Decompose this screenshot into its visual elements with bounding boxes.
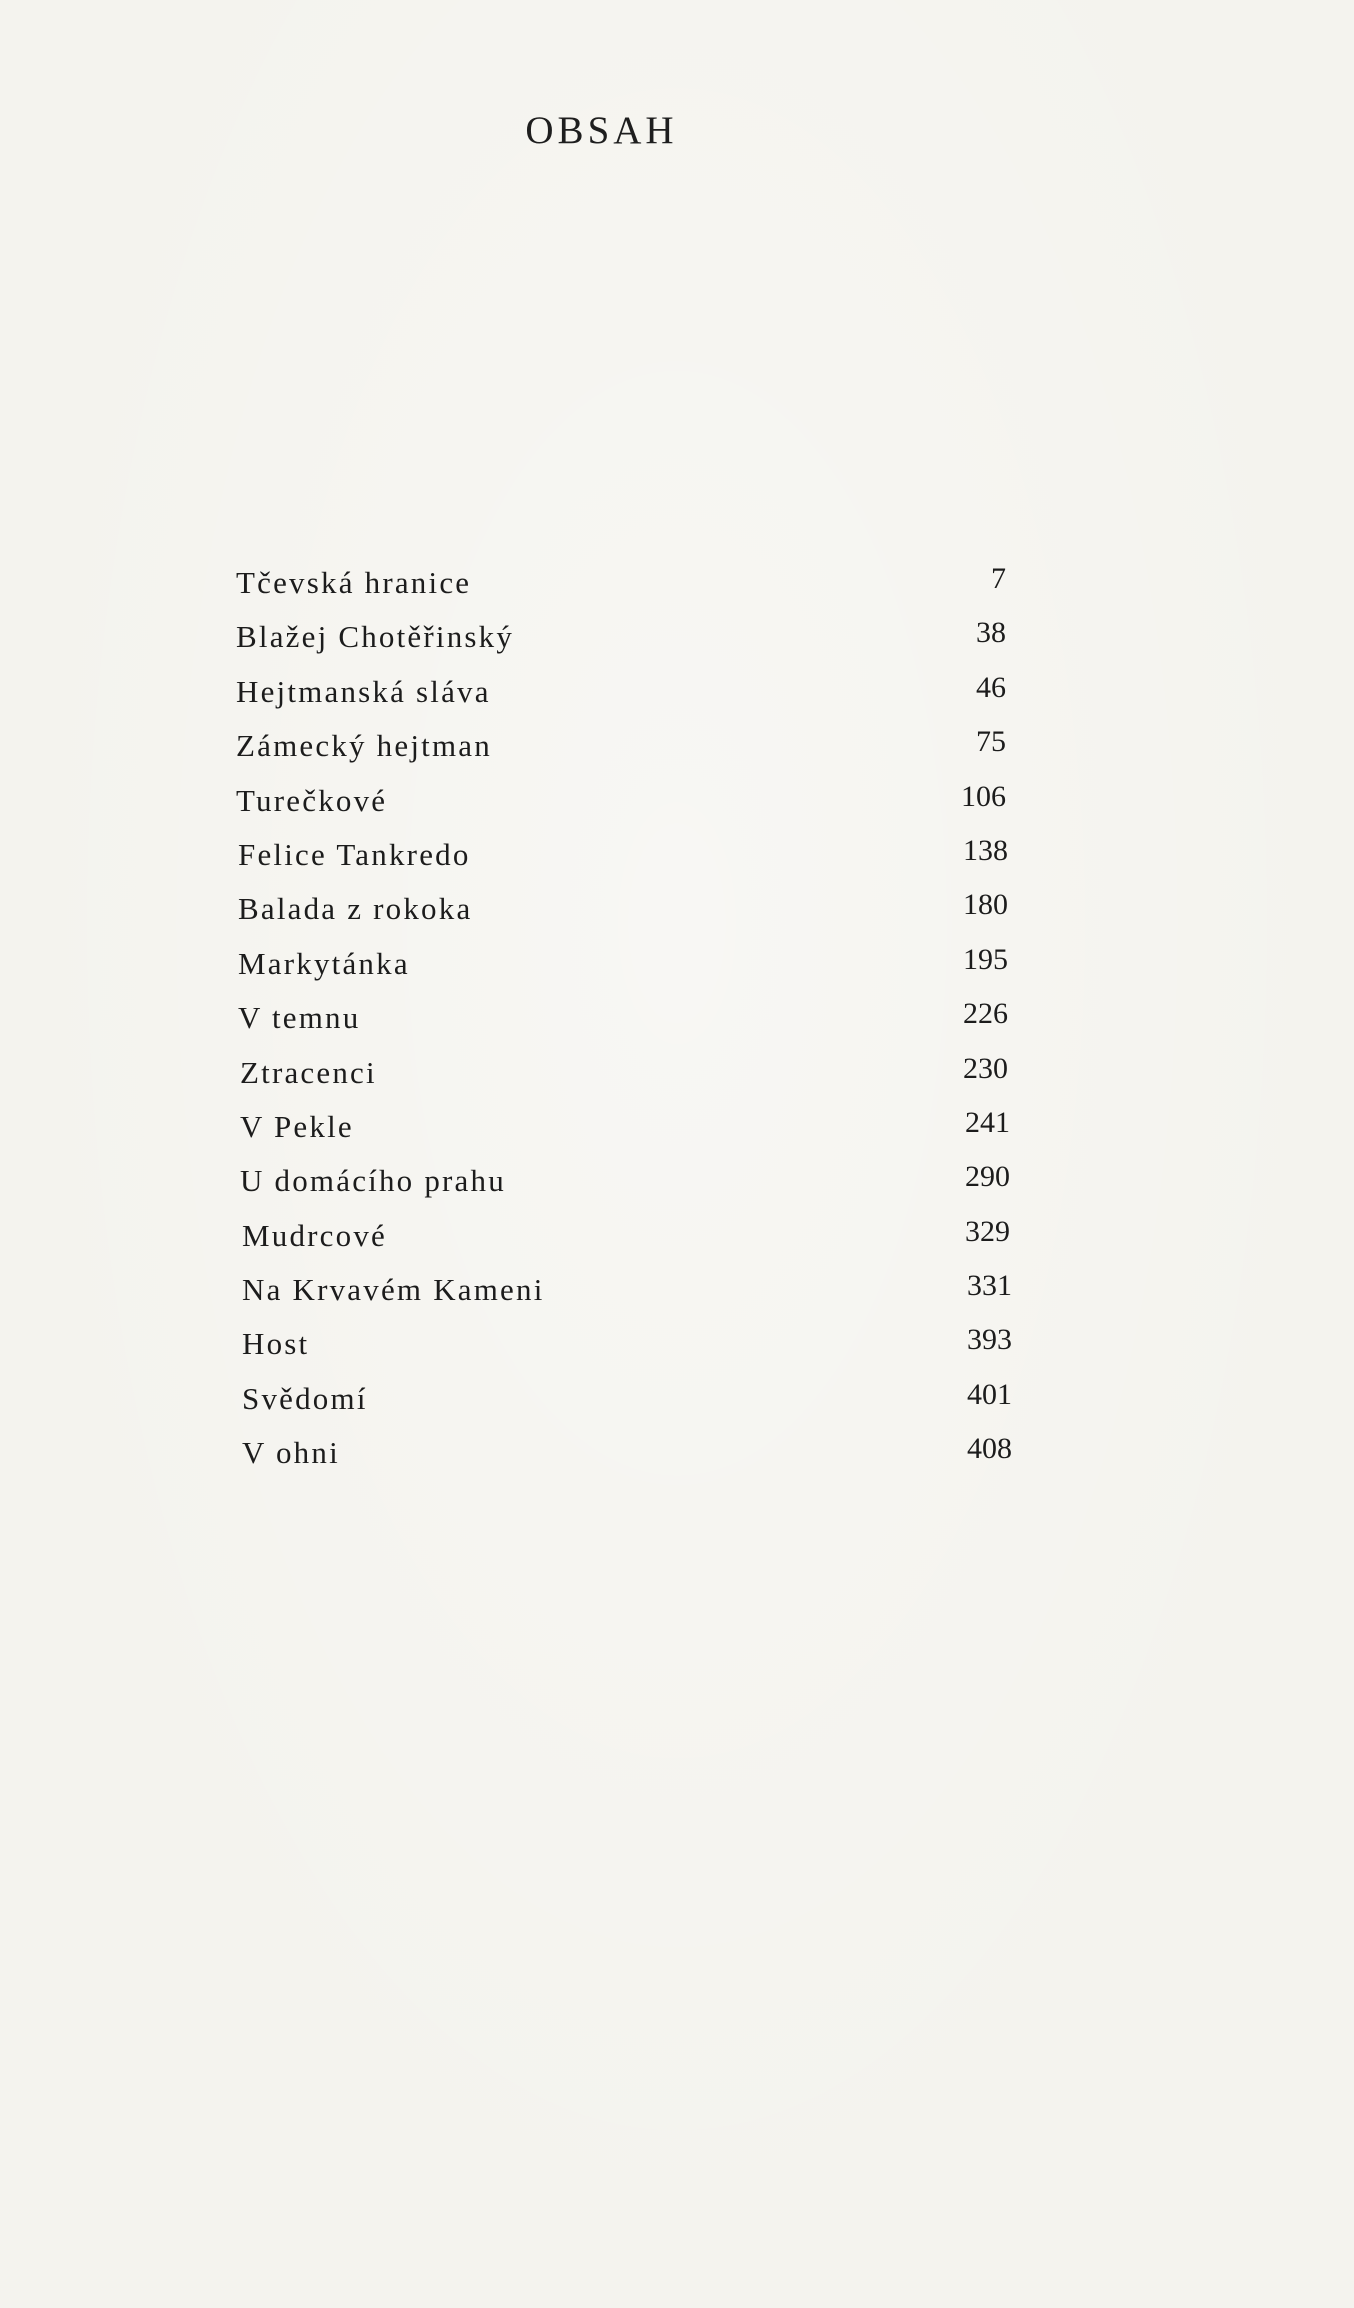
toc-entry xyxy=(236,1154,1010,1208)
toc-entry xyxy=(236,1372,1012,1426)
toc-entry-title: V ohni xyxy=(242,1435,340,1471)
toc-entry-title: V Pekle xyxy=(240,1108,354,1144)
toc-entry-page: 180 xyxy=(963,888,1008,922)
toc-entry-page: 329 xyxy=(965,1214,1010,1248)
toc-entry xyxy=(236,991,1006,1045)
toc-entry-page: 290 xyxy=(965,1160,1010,1194)
toc-entry xyxy=(236,665,1006,719)
toc-entry-page: 230 xyxy=(963,1051,1008,1085)
toc-entry-title: Blažej Chotěřinský xyxy=(236,619,515,655)
toc-entry-title: Svědomí xyxy=(242,1380,368,1416)
toc-entry xyxy=(236,882,1006,936)
toc-entry-page: 226 xyxy=(963,997,1008,1031)
toc-entry-page: 393 xyxy=(967,1323,1012,1357)
toc-entry xyxy=(236,556,1006,610)
toc-entry xyxy=(236,774,1006,828)
toc-entry-title: Felice Tankredo xyxy=(238,836,471,872)
toc-entry xyxy=(236,719,1006,773)
toc-entry-page: 331 xyxy=(967,1269,1012,1303)
toc-entry-title: Tčevská hranice xyxy=(236,565,472,600)
toc-entry-title: Host xyxy=(242,1326,310,1362)
toc-entry-title: Na Krvavém Kameni xyxy=(242,1272,545,1308)
toc-entry-title: Hejtmanská sláva xyxy=(236,673,491,709)
toc-entry-page: 401 xyxy=(967,1377,1012,1411)
toc-entry-title: Turečkové xyxy=(236,782,388,818)
page-title: OBSAH xyxy=(525,109,678,152)
toc-entry xyxy=(236,937,1006,991)
toc-entry xyxy=(236,610,1006,664)
toc-entry-title: Ztracenci xyxy=(240,1054,377,1090)
toc-entry-page: 75 xyxy=(976,725,1006,759)
toc-entry-title: Balada z rokoka xyxy=(238,891,473,927)
toc-entry xyxy=(236,828,1006,882)
toc-entry-title: V temnu xyxy=(238,1000,361,1036)
toc-entry-page: 106 xyxy=(961,779,1006,813)
toc-entry-page: 241 xyxy=(965,1105,1010,1139)
toc-entry-title: Zámecký hejtman xyxy=(236,728,492,764)
toc-entry-title: Mudrcové xyxy=(242,1217,388,1253)
table-of-contents xyxy=(236,556,1012,1481)
toc-entry-page: 195 xyxy=(963,942,1008,976)
toc-entry xyxy=(236,1100,1010,1154)
toc-entry-page: 46 xyxy=(976,670,1006,704)
toc-entry xyxy=(236,1263,1012,1317)
toc-entry-title: Markytánka xyxy=(238,945,410,981)
toc-entry-page: 408 xyxy=(967,1432,1012,1466)
toc-entry xyxy=(236,1426,1012,1480)
toc-entry-page: 138 xyxy=(963,833,1008,867)
toc-entry xyxy=(236,1317,1012,1371)
toc-entry-title: U domácího prahu xyxy=(240,1163,506,1199)
toc-entry xyxy=(236,1209,1010,1263)
toc-entry-page: 7 xyxy=(991,562,1006,595)
toc-entry xyxy=(236,1046,1006,1100)
toc-entry-page: 38 xyxy=(976,616,1006,650)
